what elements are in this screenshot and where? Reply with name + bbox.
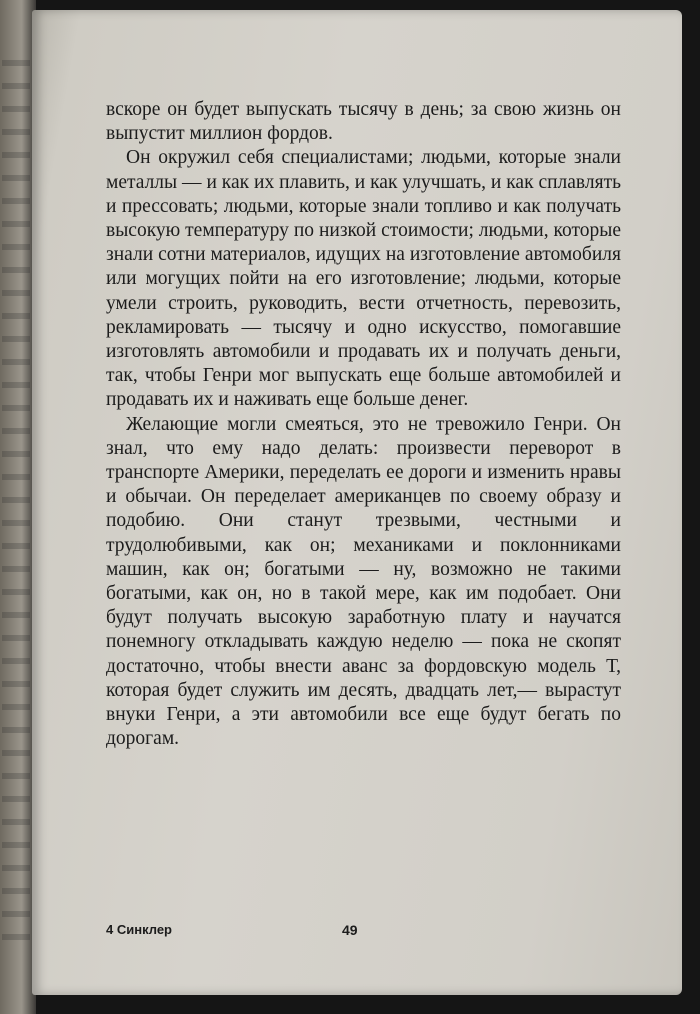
paragraph: Желающие могли смеяться, это не тревожило Генри. Он знал, что ему надо делать: произвести переворот в транспорте Америки, переделать ее дороги и изменить нравы и обычаи. Он переделает американцев по своему образу и подобию. Они станут трезвыми, честными и трудолюбивыми, как он; механиками и поклонниками машин, как он; богатыми — ну, возможно не такими богатыми, как он, но в такой мере, как им подобает. Они будут получать высокую заработную плату и научатся понемногу откладывать каждую неделю — пока не скопят достаточно, чтобы внести аванс за фордовскую модель Т, которая будет служить им десять, двадцать лет,— вырастут внуки Генри, а эти автомобили все еще будут бегать по дорогам. [106, 413, 621, 750]
show-through-text [2, 60, 30, 940]
paragraph: Он окружил себя специалистами; людьми, которые знали металлы — и как их плавить, и как улучшать, и как сплавлять и прессовать; людьми, которые знали топливо и как получать высокую температуру по низкой стоимости; людьми, которые знали сотни материалов, идущих на изготовление автомобиля или могущих пойти на его изготовление; людьми, которые умели строить, руководить, вести отчетность, перевозить, рекламировать — тысячу и одно искусство, помогавшие изготовлять автомобили и продавать их и получать деньги, так, чтобы Генри мог выпускать еще больше автомобилей и продавать их и наживать еще больше денег. [106, 147, 621, 411]
printer-signature: 4 Синклер [106, 922, 172, 937]
body-text [106, 98, 621, 751]
page-footer [106, 922, 621, 946]
page-number: 49 [342, 922, 358, 938]
paragraph: вскоре он будет выпускать тысячу в день; за свою жизнь он выпустит миллион фордов. [106, 99, 621, 145]
book-page [32, 10, 682, 995]
previous-page-edge [0, 0, 36, 1014]
